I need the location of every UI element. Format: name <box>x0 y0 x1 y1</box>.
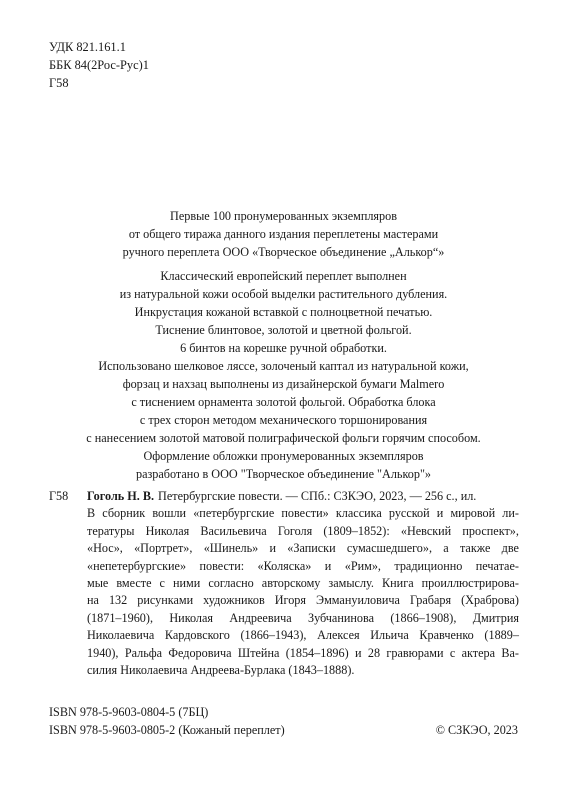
annotation-text <box>87 488 519 679</box>
annotation-line: «непетербургские» повести: «Коляска» и «Рим», традиционно печатае- <box>87 558 519 573</box>
bbk-code: ББК 84(2Рос-Рус)1 <box>49 58 149 72</box>
edition-note-line: ручного переплета ООО «Творческое объединение „Алькор“» <box>122 245 445 259</box>
annotation-shelf-mark: Г58 <box>49 489 69 503</box>
binding-note-line: Использовано шелковое ляссе, золоченый каптал из натуральной кожи, <box>98 359 469 373</box>
classification-codes <box>49 38 149 92</box>
annotation-line: «Нос», «Портрет», «Шинель» и «Записки сумасшедшего», а также две <box>87 541 519 556</box>
udk-code: УДК 821.161.1 <box>49 40 126 54</box>
annotation-author: Гоголь Н. В. <box>87 489 155 503</box>
copyright: © СЗКЭО, 2023 <box>435 723 518 737</box>
annotation-line: В сборник вошли «петербургские повести» классика русской и мировой ли- <box>87 506 519 521</box>
binding-note-line: с нанесением золотой матовой полиграфической фольги горячим способом. <box>86 431 481 445</box>
binding-note-line: Оформление обложки пронумерованных экземпляров <box>143 449 424 463</box>
binding-note-line: форзац и нахзац выполнены из дизайнерской бумаги Malmero <box>122 377 445 391</box>
annotation-line: тературы Николая Васильевича Гоголя (1809–1852): «Невский проспект», <box>87 523 519 538</box>
binding-note-line: из натуральной кожи особой выделки растительного дубления. <box>119 287 448 301</box>
annotation-line: Николаевича Кардовского (1866–1943), Алексея Ильича Кравченко (1889– <box>87 628 519 643</box>
isbn-block <box>49 703 285 739</box>
binding-note-line: с тиснением орнамента золотой фольгой. Обработка блока <box>131 395 436 409</box>
isbn-line: ISBN 978-5-9603-0804-5 (7БЦ) <box>49 705 209 719</box>
annotation-line: 1940), Ральфа Федоровича Штейна (1854–1896) и 28 гравюрами с актера Ва- <box>87 645 519 660</box>
binding-note-line: 6 бинтов на корешке ручной обработки. <box>180 341 387 355</box>
edition-note-line: от общего тиража данного издания переплетены мастерами <box>128 227 439 241</box>
binding-note <box>40 267 527 483</box>
annotation-last-line: силия Николаевича Андреева-Бурлака (1843–1888). <box>87 663 355 678</box>
binding-note-line: с трех сторон методом механического торшонирования <box>139 413 428 427</box>
isbn-line: ISBN 978-5-9603-0805-2 (Кожаный переплет) <box>49 723 285 737</box>
annotation-line: на 132 рисунками художников Игоря Эммануиловича Грабаря (Храброва) <box>87 593 519 608</box>
annotation-line: мые вместе с ними согласно авторскому замыслу. Книга проиллюстрирова- <box>87 576 519 591</box>
edition-note-line: Первые 100 пронумерованных экземпляров <box>170 209 397 223</box>
annotation-line: (1871–1960), Николая Андреевича Зубчанинова (1866–1908), Дмитрия <box>87 610 519 625</box>
author-mark: Г58 <box>49 76 69 90</box>
binding-note-line: Классический европейский переплет выполнен <box>160 269 407 283</box>
annotation-title-line: Петербургские повести. — СПб.: СЗКЭО, 2023, — 256 с., ил. <box>158 489 477 503</box>
annotation-first-line <box>87 488 519 505</box>
binding-note-line: разработано в ООО "Творческое объединение "Алькор"» <box>135 467 432 481</box>
binding-note-line: Тиснение блинтовое, золотой и цветной фольгой. <box>155 323 412 337</box>
edition-note <box>40 207 527 261</box>
binding-note-line: Инкрустация кожаной вставкой с полноцветной печатью. <box>134 305 433 319</box>
